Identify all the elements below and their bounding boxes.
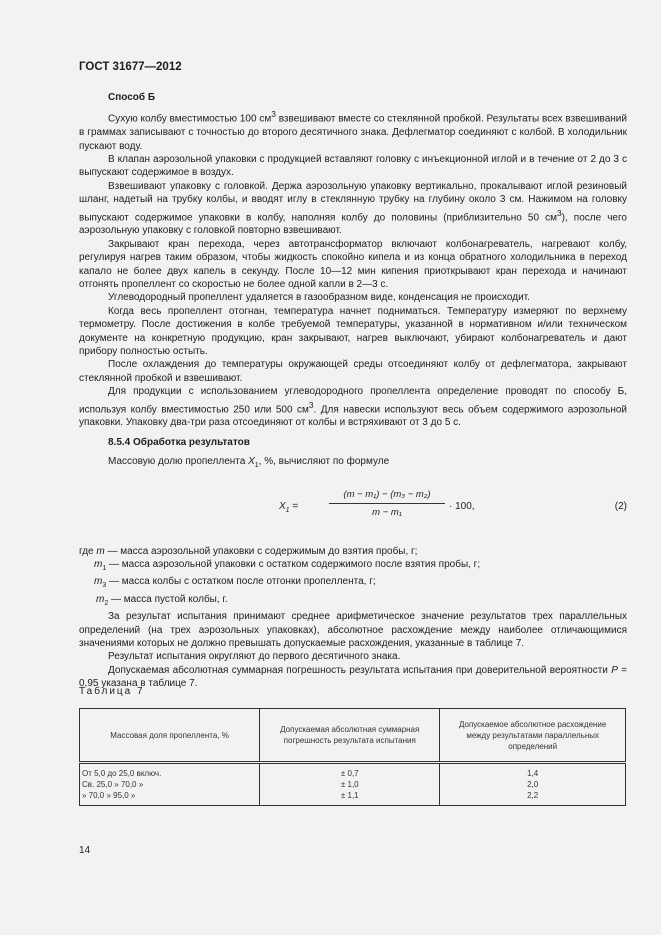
formula-fraction <box>329 488 445 520</box>
paragraph: Закрывают кран перехода, через автотрансформатор включают колбонагреватель, нагревают колбу, регулируя нагрев таким образом, чтобы жидкость спокойно кипела и из конца обратного холодильника в переход капало не более двух капель в секунду. После 10—12 мин кипения приоткрывают кран перехода и начинают отгонять пропеллент со скоростью не более одной капли в 2—3 с. <box>79 238 627 290</box>
column-header: Допускаемое абсолютное расхождение между результатами параллельных определений <box>440 709 626 763</box>
definition-m1: $m_1$ — масса аэрозольной упаковки с остатком содержимого после взятия пробы, г; <box>94 558 481 572</box>
formula-lhs: $X_1$ = <box>279 500 299 514</box>
variable-definitions <box>79 545 627 611</box>
paragraph: Допускаемая абсолютная суммарная погрешность результата испытания при доверительной вероятности P = 0,95 указана в таблице 7. <box>79 664 628 690</box>
paragraph: Когда весь пропеллент отогнан, температура начнет подниматься. Температуру измеряют по верхнему термометру. После достижения в колбе требуемой температуры, указанной в нормативном и/или техническом документе на конкретную продукцию, кран закрывают, нагрев выключают, убирают колбонагреватель и дают прибору полностью остыть. <box>79 305 627 357</box>
paragraph: Углеводородный пропеллент удаляется в газообразном виде, конденсация не происходит. <box>108 292 530 304</box>
definition-m2: $m_2$ — масса пустой колбы, г. <box>96 593 228 607</box>
paragraph: За результат испытания принимают среднее арифметическое значение результатов трех параллельных определений (на трех аэрозольных упаковках), абсолютное расхождение между наиболее отличающимися значениями которых не должно превышать допускаемые расхождения, указанные в таблице 7. <box>79 611 627 649</box>
table-cell: ± 0,7 ± 1,0 ± 1,1 <box>260 763 440 806</box>
table-cell: От 5,0 до 25,0 включ. Св. 25,0 » 70,0 » » 70,0 » 95,0 » <box>80 763 260 806</box>
formula-intro: Массовую долю пропеллента $X_1$, %, вычисляют по формуле <box>108 456 390 470</box>
definition-m: где m — масса аэрозольной упаковки с содержимым до взятия пробы, г; <box>79 545 418 557</box>
table-row <box>80 763 626 806</box>
paragraph: В клапан аэрозольной упаковки с продукцией вставляют головку с инъекционной иглой и в течение от 2 до 3 с выпускают содержимое в воздух. <box>79 153 627 179</box>
table-header-row <box>80 709 626 763</box>
document-body <box>79 91 627 691</box>
formula-denominator: m − m₁ <box>372 506 402 518</box>
formula-number: (2) <box>614 500 627 512</box>
definition-m3: $m_3$ — масса колбы с остатком после отгонки пропеллента, г; <box>94 576 376 590</box>
table-label: Таблица 7 <box>79 686 145 697</box>
formula <box>79 473 627 545</box>
paragraph: Результат испытания округляют до первого десятичного знака. <box>108 651 401 663</box>
column-header: Массовая доля пропеллента, % <box>80 709 260 763</box>
paragraph: Взвешивают упаковку с головкой. Держа аэрозольную упаковку вертикально, прокалывают иглой резиновый шланг, надетый на трубку колбы, и вводят иглу в стеклянную трубку на глубину около 3 см. Нажимом на головку выпускают содержимое упаковки в колбу, наполняя колбу до половины (приблизительно 50 $см^3$), после чего аэрозольную упаковку с головкой повторно взвешивают. <box>79 180 627 237</box>
formula-multiplier: · 100, <box>449 500 475 512</box>
paragraph: Для продукции с использованием углеводородного пропеллента определение проводят по способу Б, используя колбу вместимостью 250 или 500 $см^3$. Для навески используют весь объем содержимого аэрозольной упаковки. Упаковку два-три раза отсоединяют от колбы и встряхивают от 3 до 5 с. <box>79 386 627 429</box>
formula-numerator: (m − m₁) − (m₃ − m₂) <box>329 488 445 504</box>
section-title: Способ Б <box>108 92 156 103</box>
subsection-title: 8.5.4 Обработка результатов <box>108 436 250 448</box>
table-7 <box>79 708 626 806</box>
page-number: 14 <box>79 845 91 856</box>
column-header: Допускаемая абсолютная суммарная погрешность результата испытания <box>260 709 440 763</box>
paragraph: После охлаждения до температуры окружающей среды отсоединяют колбу от дефлегматора, закрывают стеклянной пробкой и взвешивают. <box>79 359 627 384</box>
paragraph: Сухую колбу вместимостью 100 $см^3$ взвешивают вместе со стеклянной пробкой. Результаты всех взвешиваний в граммах записывают с точностью до второго десятичного знака. Дефлегматор соединяют с колбой. В холодильник пускают воду. <box>79 109 627 152</box>
document-header: ГОСТ 31677—2012 <box>79 61 182 73</box>
table-cell: 1,4 2,0 2,2 <box>440 763 626 806</box>
